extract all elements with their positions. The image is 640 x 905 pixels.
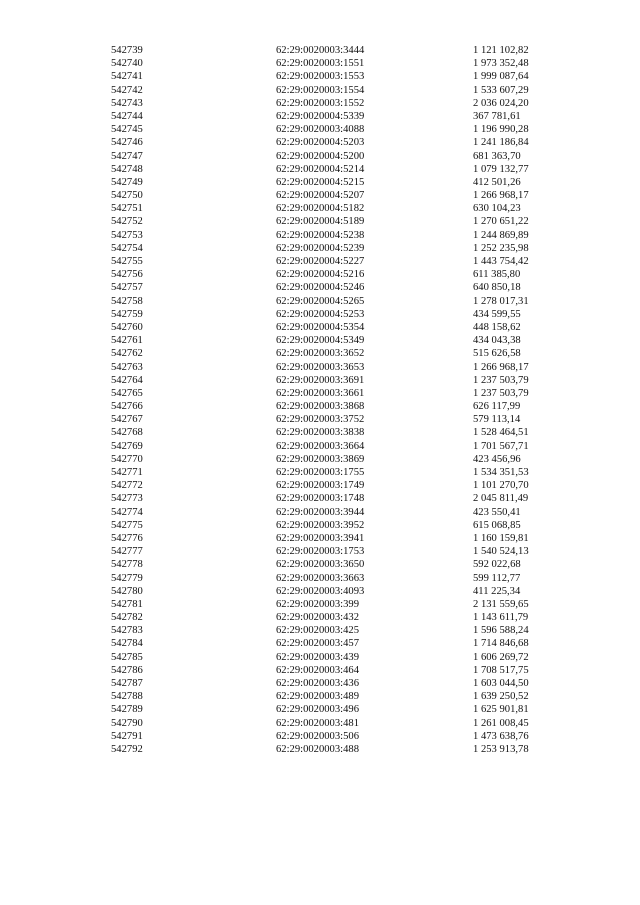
row-number: 542747 [111, 150, 143, 162]
row-number: 542780 [111, 585, 143, 597]
row-number: 542789 [111, 704, 143, 716]
cadastral-value: 1 278 017,31 [473, 295, 529, 307]
cadastral-value: 1 973 352,48 [473, 58, 529, 70]
row-number: 542758 [111, 295, 143, 307]
cadastral-value: 1 999 087,64 [473, 71, 529, 83]
table-row [0, 97, 640, 110]
table-row [0, 545, 640, 558]
cadastral-value: 1 701 567,71 [473, 440, 529, 452]
cadastral-value: 626 117,99 [473, 401, 521, 413]
cadastral-number: 62:29:0020003:3663 [276, 572, 365, 584]
cadastral-value: 412 501,26 [473, 176, 521, 188]
cadastral-number: 62:29:0020004:5214 [276, 163, 365, 175]
row-number: 542775 [111, 519, 143, 531]
table-row [0, 229, 640, 242]
table-row [0, 374, 640, 387]
row-number: 542783 [111, 625, 143, 637]
row-number: 542746 [111, 137, 143, 149]
row-number: 542792 [111, 743, 143, 755]
cadastral-value: 1 237 503,79 [473, 374, 529, 386]
row-number: 542782 [111, 612, 143, 624]
row-number: 542765 [111, 387, 143, 399]
row-number: 542739 [111, 45, 143, 56]
table-row [0, 321, 640, 334]
table-row [0, 281, 640, 294]
cadastral-value: 681 363,70 [473, 150, 521, 162]
row-number: 542754 [111, 242, 143, 254]
cadastral-number: 62:29:0020004:5203 [276, 137, 365, 149]
cadastral-number: 62:29:0020003:1554 [276, 84, 365, 96]
cadastral-number: 62:29:0020004:5265 [276, 295, 365, 307]
row-number: 542741 [111, 71, 143, 83]
table-row [0, 361, 640, 374]
table-row [0, 426, 640, 439]
cadastral-value: 411 225,34 [473, 585, 521, 597]
cadastral-number: 62:29:0020003:3944 [276, 506, 365, 518]
cadastral-number: 62:29:0020004:5349 [276, 335, 365, 347]
table-row [0, 255, 640, 268]
cadastral-value: 1 196 990,28 [473, 124, 529, 136]
cadastral-value: 2 045 811,49 [473, 493, 529, 505]
table-row [0, 664, 640, 677]
cadastral-number: 62:29:0020003:1552 [276, 97, 365, 109]
row-number: 542768 [111, 427, 143, 439]
table-row [0, 506, 640, 519]
row-number: 542781 [111, 598, 143, 610]
cadastral-value: 1 101 270,70 [473, 480, 529, 492]
row-number: 542742 [111, 84, 143, 96]
cadastral-number: 62:29:0020003:3752 [276, 414, 365, 426]
cadastral-number: 62:29:0020003:425 [276, 625, 359, 637]
cadastral-number: 62:29:0020004:5189 [276, 216, 365, 228]
cadastral-value: 1 639 250,52 [473, 691, 529, 703]
row-number: 542740 [111, 58, 143, 70]
row-number: 542785 [111, 651, 143, 663]
cadastral-value: 367 781,61 [473, 110, 521, 122]
cadastral-number: 62:29:0020003:439 [276, 651, 359, 663]
cadastral-value: 1 596 588,24 [473, 625, 529, 637]
row-number: 542759 [111, 308, 143, 320]
table-row [0, 598, 640, 611]
cadastral-value: 2 131 559,65 [473, 598, 529, 610]
cadastral-value: 423 456,96 [473, 453, 521, 465]
row-number: 542756 [111, 269, 143, 281]
cadastral-number: 62:29:0020004:5227 [276, 256, 365, 267]
table-row [0, 387, 640, 400]
cadastral-value: 1 540 524,13 [473, 546, 529, 558]
cadastral-number: 62:29:0020003:3869 [276, 453, 365, 465]
row-number: 542757 [111, 282, 143, 294]
cadastral-number: 62:29:0020004:5246 [276, 282, 365, 294]
row-number: 542755 [111, 256, 143, 267]
table-row [0, 268, 640, 281]
cadastral-value: 1 244 869,89 [473, 229, 529, 241]
table-row [0, 519, 640, 532]
cadastral-value: 1 625 901,81 [473, 704, 529, 716]
table-row [0, 215, 640, 228]
row-number: 542767 [111, 414, 143, 426]
cadastral-number: 62:29:0020003:1553 [276, 71, 365, 83]
cadastral-number: 62:29:0020003:1551 [276, 58, 365, 70]
table-row [0, 717, 640, 730]
cadastral-value: 434 599,55 [473, 308, 521, 320]
cadastral-value: 515 626,58 [473, 348, 521, 360]
row-number: 542786 [111, 664, 143, 676]
table-row [0, 532, 640, 545]
row-number: 542790 [111, 717, 143, 729]
row-number: 542743 [111, 97, 143, 109]
table-row [0, 572, 640, 585]
table-row [0, 413, 640, 426]
cadastral-value: 1 528 464,51 [473, 427, 529, 439]
table-row [0, 690, 640, 703]
table-row [0, 84, 640, 97]
row-number: 542753 [111, 229, 143, 241]
row-number: 542777 [111, 546, 143, 558]
table-row [0, 163, 640, 176]
cadastral-number: 62:29:0020003:489 [276, 691, 359, 703]
row-number: 542760 [111, 321, 143, 333]
cadastral-value: 1 708 517,75 [473, 664, 529, 676]
table-row [0, 44, 640, 57]
cadastral-value: 1 253 913,78 [473, 743, 529, 755]
cadastral-number: 62:29:0020003:506 [276, 730, 359, 742]
table-row [0, 730, 640, 743]
table-row [0, 123, 640, 136]
row-number: 542770 [111, 453, 143, 465]
table-row [0, 295, 640, 308]
table-row [0, 492, 640, 505]
cadastral-value: 599 112,77 [473, 572, 521, 584]
row-number: 542761 [111, 335, 143, 347]
cadastral-number: 62:29:0020004:5354 [276, 321, 365, 333]
cadastral-number: 62:29:0020003:488 [276, 743, 359, 755]
table-row [0, 624, 640, 637]
table-row [0, 466, 640, 479]
table-row [0, 677, 640, 690]
cadastral-number: 62:29:0020004:5200 [276, 150, 365, 162]
cadastral-number: 62:29:0020003:496 [276, 704, 359, 716]
row-number: 542787 [111, 678, 143, 689]
cadastral-number: 62:29:0020003:464 [276, 664, 359, 676]
table-row [0, 453, 640, 466]
cadastral-value: 2 036 024,20 [473, 97, 529, 109]
table-row [0, 637, 640, 650]
cadastral-number: 62:29:0020003:1755 [276, 467, 365, 478]
cadastral-value: 640 850,18 [473, 282, 521, 294]
cadastral-number: 62:29:0020003:432 [276, 612, 359, 624]
cadastral-value: 1 143 611,79 [473, 612, 529, 624]
table-row [0, 651, 640, 664]
table-row [0, 176, 640, 189]
cadastral-number: 62:29:0020003:3838 [276, 427, 365, 439]
cadastral-value: 1 241 186,84 [473, 137, 529, 149]
cadastral-number: 62:29:0020004:5182 [276, 203, 365, 215]
cadastral-value: 1 266 968,17 [473, 190, 529, 202]
cadastral-value: 1 121 102,82 [473, 45, 529, 56]
cadastral-number: 62:29:0020004:5207 [276, 190, 365, 202]
row-number: 542762 [111, 348, 143, 360]
cadastral-number: 62:29:0020003:457 [276, 638, 359, 650]
cadastral-value: 1 079 132,77 [473, 163, 529, 175]
cadastral-value: 1 261 008,45 [473, 717, 529, 729]
table-row [0, 189, 640, 202]
table-row [0, 150, 640, 163]
cadastral-value: 1 473 638,76 [473, 730, 529, 742]
table-row [0, 202, 640, 215]
table-row [0, 479, 640, 492]
cadastral-number: 62:29:0020003:3444 [276, 45, 365, 56]
row-number: 542764 [111, 374, 143, 386]
table-row [0, 585, 640, 598]
cadastral-value: 1 603 044,50 [473, 678, 529, 689]
table-row [0, 136, 640, 149]
cadastral-value: 1 160 159,81 [473, 532, 529, 544]
cadastral-number: 62:29:0020003:3653 [276, 361, 365, 373]
cadastral-number: 62:29:0020004:5216 [276, 269, 365, 281]
row-number: 542752 [111, 216, 143, 228]
cadastral-value: 448 158,62 [473, 321, 521, 333]
cadastral-number: 62:29:0020004:5253 [276, 308, 365, 320]
table-row [0, 440, 640, 453]
row-number: 542772 [111, 480, 143, 492]
cadastral-number: 62:29:0020003:1748 [276, 493, 365, 505]
row-number: 542749 [111, 176, 143, 188]
row-number: 542750 [111, 190, 143, 202]
table-row [0, 400, 640, 413]
row-number: 542751 [111, 203, 143, 215]
cadastral-number: 62:29:0020003:3952 [276, 519, 365, 531]
table-row [0, 743, 640, 756]
cadastral-number: 62:29:0020004:5238 [276, 229, 365, 241]
row-number: 542778 [111, 559, 143, 571]
row-number: 542748 [111, 163, 143, 175]
table-row [0, 558, 640, 571]
row-number: 542744 [111, 110, 143, 122]
row-number: 542788 [111, 691, 143, 703]
cadastral-number: 62:29:0020004:5239 [276, 242, 365, 254]
cadastral-number: 62:29:0020004:5215 [276, 176, 365, 188]
cadastral-value: 592 022,68 [473, 559, 521, 571]
table-row [0, 70, 640, 83]
cadastral-number: 62:29:0020003:1749 [276, 480, 365, 492]
cadastral-value: 579 113,14 [473, 414, 521, 426]
cadastral-value: 615 068,85 [473, 519, 521, 531]
cadastral-value: 1 714 846,68 [473, 638, 529, 650]
table-row [0, 57, 640, 70]
cadastral-number: 62:29:0020003:1753 [276, 546, 365, 558]
row-number: 542771 [111, 467, 143, 478]
cadastral-value: 434 043,38 [473, 335, 521, 347]
row-number: 542791 [111, 730, 143, 742]
cadastral-number: 62:29:0020003:436 [276, 678, 359, 689]
cadastral-number: 62:29:0020003:3664 [276, 440, 365, 452]
table-row [0, 611, 640, 624]
cadastral-value: 423 550,41 [473, 506, 521, 518]
cadastral-value-table [0, 44, 640, 756]
row-number: 542784 [111, 638, 143, 650]
row-number: 542769 [111, 440, 143, 452]
cadastral-number: 62:29:0020003:3691 [276, 374, 365, 386]
row-number: 542779 [111, 572, 143, 584]
cadastral-number: 62:29:0020003:399 [276, 598, 359, 610]
cadastral-number: 62:29:0020003:3868 [276, 401, 365, 413]
row-number: 542773 [111, 493, 143, 505]
row-number: 542766 [111, 401, 143, 413]
cadastral-number: 62:29:0020003:4088 [276, 124, 365, 136]
cadastral-number: 62:29:0020003:3652 [276, 348, 365, 360]
table-row [0, 334, 640, 347]
cadastral-value: 1 534 351,53 [473, 467, 529, 478]
cadastral-value: 1 270 651,22 [473, 216, 529, 228]
row-number: 542745 [111, 124, 143, 136]
cadastral-value: 1 533 607,29 [473, 84, 529, 96]
cadastral-number: 62:29:0020003:4093 [276, 585, 365, 597]
table-row [0, 308, 640, 321]
table-row [0, 347, 640, 360]
table-row [0, 703, 640, 716]
row-number: 542763 [111, 361, 143, 373]
row-number: 542776 [111, 532, 143, 544]
cadastral-value: 1 443 754,42 [473, 256, 529, 267]
cadastral-value: 1 237 503,79 [473, 387, 529, 399]
cadastral-number: 62:29:0020003:3941 [276, 532, 365, 544]
cadastral-value: 1 266 968,17 [473, 361, 529, 373]
table-row [0, 242, 640, 255]
cadastral-number: 62:29:0020003:3661 [276, 387, 365, 399]
cadastral-value: 1 606 269,72 [473, 651, 529, 663]
cadastral-number: 62:29:0020004:5339 [276, 110, 365, 122]
row-number: 542774 [111, 506, 143, 518]
cadastral-number: 62:29:0020003:481 [276, 717, 359, 729]
cadastral-value: 611 385,80 [473, 269, 521, 281]
cadastral-value: 630 104,23 [473, 203, 521, 215]
cadastral-value: 1 252 235,98 [473, 242, 529, 254]
table-row [0, 110, 640, 123]
cadastral-number: 62:29:0020003:3650 [276, 559, 365, 571]
